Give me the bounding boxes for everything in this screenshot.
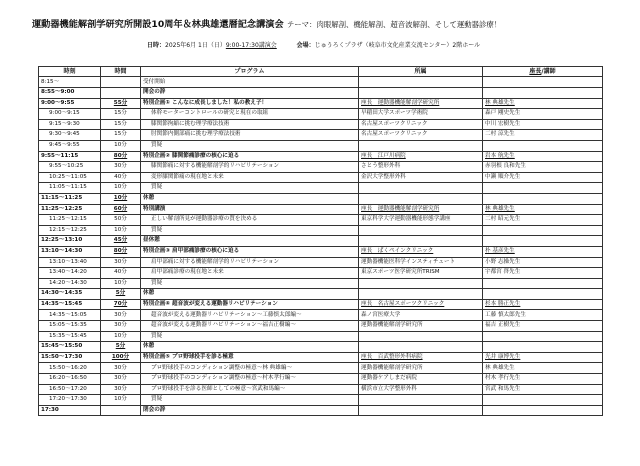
row-minutes: 30分 [101,162,141,173]
row-affiliation: 運動器機能医科学インスティチュート [359,257,483,268]
row-time: 13:10～13:40 [39,257,101,268]
row-minutes: 10分 [101,193,141,204]
row-time: 9:30～9:45 [39,130,101,141]
row-program: 休憩 [141,342,359,353]
row-affiliation: 名古屋スポーツクリニック [359,130,483,141]
row-affiliation [359,225,483,236]
row-program: 休憩 [141,193,359,204]
row-speaker [483,395,603,406]
col-minutes: 時間 [101,67,141,77]
col-affiliation: 所属 [359,67,483,77]
row-time: 13:10～14:30 [39,246,101,257]
row-time: 9:45～9:55 [39,140,101,151]
table-row [39,321,603,332]
row-minutes: 30分 [101,310,141,321]
table-row [39,374,603,385]
row-time: 10:25～11:05 [39,172,101,183]
row-affiliation: 座長 運動器機能解剖学研究所 [359,98,483,109]
row-program: 特別企画③ 肩甲部痛診療の核心に迫る [141,246,359,257]
schedule-body [39,77,603,416]
row-speaker: 中瀬 順介先生 [483,172,603,183]
row-program: プロ野球投手を診る医師としての極意～宮武和馬編～ [141,384,359,395]
row-program: 質疑 [141,395,359,406]
row-affiliation: 座長 百武整形外科病院 [359,352,483,363]
table-row [39,77,603,88]
table-row [39,162,603,173]
venue-value: じゅうろくプラザ（岐阜市文化産業交流センター）2階ホール [314,42,481,49]
row-program: 昼休憩 [141,236,359,247]
table-row [39,268,603,279]
row-affiliation: 横浜市立大学整形外科 [359,384,483,395]
row-minutes: 15分 [101,109,141,120]
row-program: 肘関節内側部痛に挑む理学療法技術 [141,130,359,141]
row-minutes: 30分 [101,257,141,268]
row-speaker [483,342,603,353]
row-affiliation: 東京スポーツ医学研究所TRISM [359,268,483,279]
table-row [39,384,603,395]
col-slash: / [541,68,544,75]
table-row [39,246,603,257]
col-chair: 座長 [529,68,542,75]
row-speaker [483,225,603,236]
row-minutes: 70分 [101,299,141,310]
row-time: 15:45～15:50 [39,342,101,353]
row-minutes: 30分 [101,374,141,385]
row-time: 12:25～13:10 [39,236,101,247]
row-program: 超音波が変える運動器リハビリテーション～福吉正樹編～ [141,321,359,332]
table-row [39,395,603,406]
row-speaker: 二村 昭元先生 [483,215,603,226]
row-speaker [483,236,603,247]
row-time: 15:35～15:45 [39,331,101,342]
table-row [39,193,603,204]
row-program: 体幹モーターコントロールの研究と現在の取組 [141,109,359,120]
row-minutes: 80分 [101,246,141,257]
row-program: 質疑 [141,331,359,342]
row-affiliation: 名古屋スポーツクリニック [359,119,483,130]
row-minutes [101,88,141,99]
col-program: プログラム [141,67,359,77]
table-row [39,151,603,162]
row-program: 肩甲部痛に対する機能解剖学的リハビリテーション [141,257,359,268]
row-time: 11:15～11:25 [39,193,101,204]
row-time: 16:50～17:20 [39,384,101,395]
row-program: 受付開始 [141,77,359,88]
row-speaker [483,88,603,99]
row-time: 11:05～11:15 [39,183,101,194]
table-row [39,183,603,194]
row-time: 9:00～9:15 [39,109,101,120]
row-time: 14:20～14:30 [39,278,101,289]
row-program: 質疑 [141,278,359,289]
row-program: 閉会の辞 [141,405,359,416]
row-affiliation: 座長 運動器機能解剖学研究所 [359,204,483,215]
table-row [39,109,603,120]
row-speaker [483,331,603,342]
row-time: 15:50～16:20 [39,363,101,374]
row-affiliation [359,193,483,204]
row-minutes: 80分 [101,151,141,162]
row-speaker: 光井 康博先生 [483,352,603,363]
row-speaker [483,193,603,204]
row-time: 8:55～9:00 [39,88,101,99]
row-affiliation [359,183,483,194]
table-row [39,352,603,363]
row-program: 変形膝関節痛の現在地と未来 [141,172,359,183]
row-affiliation [359,405,483,416]
row-time: 15:05～15:35 [39,321,101,332]
row-speaker: 宮武 和馬先生 [483,384,603,395]
row-speaker: 林 典雄先生 [483,98,603,109]
row-speaker [483,278,603,289]
row-minutes: 30分 [101,363,141,374]
row-minutes: 10分 [101,140,141,151]
row-time: 15:50～17:30 [39,352,101,363]
table-row [39,98,603,109]
row-minutes: 10分 [101,225,141,236]
row-minutes: 10分 [101,183,141,194]
row-minutes: 60分 [101,204,141,215]
row-speaker: 岩本 航先生 [483,151,603,162]
row-speaker [483,289,603,300]
row-speaker [483,77,603,88]
row-program: 特別企画① こんなに成長しました！私の教え子！ [141,98,359,109]
row-speaker: 宇都宮 啓先生 [483,268,603,279]
row-affiliation: 森ノ宮医療大学 [359,310,483,321]
table-row [39,363,603,374]
row-speaker: 福吉 正樹先生 [483,321,603,332]
row-time: 11:25～12:15 [39,215,101,226]
row-time: 14:35～15:45 [39,299,101,310]
row-affiliation: 金沢大学整形外科 [359,172,483,183]
row-affiliation [359,395,483,406]
table-row [39,88,603,99]
row-minutes: 40分 [101,172,141,183]
row-affiliation [359,278,483,289]
table-row [39,130,603,141]
row-program: プロ野球投手のコンディション調整の極意～村木孝行編～ [141,374,359,385]
row-minutes: 10分 [101,278,141,289]
col-speaker [483,67,603,77]
row-affiliation: 座長 江戸川病院 [359,151,483,162]
row-program: 質疑 [141,183,359,194]
row-affiliation [359,331,483,342]
row-affiliation [359,77,483,88]
table-row [39,204,603,215]
row-minutes: 5分 [101,289,141,300]
row-minutes: 30分 [101,384,141,395]
row-time: 9:55～10:25 [39,162,101,173]
row-speaker: 朴 基彦先生 [483,246,603,257]
title-line [32,16,501,30]
row-affiliation: 座長 ぱくペインクリニック [359,246,483,257]
row-speaker [483,183,603,194]
table-row [39,310,603,321]
info-line [147,40,480,49]
row-minutes: 100分 [101,352,141,363]
row-affiliation: 運動器機能解剖学研究所 [359,321,483,332]
row-time: 8:15～ [39,77,101,88]
row-time: 13:40～14:20 [39,268,101,279]
table-row [39,215,603,226]
row-speaker: 中川 宏樹先生 [483,119,603,130]
row-time: 14:35～15:05 [39,310,101,321]
row-minutes: 10分 [101,331,141,342]
row-speaker: 林 典雄先生 [483,204,603,215]
table-row [39,257,603,268]
row-minutes: 45分 [101,236,141,247]
row-affiliation: 東京科学大学運動器機能形態学講座 [359,215,483,226]
row-minutes [101,405,141,416]
col-lecturer: 講師 [543,68,556,75]
row-program: 特別講演 [141,204,359,215]
row-speaker: 村木 孝行先生 [483,374,603,385]
table-row [39,342,603,353]
table-row [39,331,603,342]
row-program: 特別企画② 膝関節痛診療の核心に迫る [141,151,359,162]
row-minutes: 10分 [101,395,141,406]
row-time: 9:15～9:30 [39,119,101,130]
row-minutes: 55分 [101,98,141,109]
row-program: 特別企画⑤ プロ野球投手を診る極意 [141,352,359,363]
table-row [39,299,603,310]
row-minutes: 5分 [101,342,141,353]
row-affiliation [359,88,483,99]
row-time: 14:30～14:35 [39,289,101,300]
table-row [39,140,603,151]
row-minutes: 15分 [101,119,141,130]
date-value: 2025年6月 1日（日） [165,42,226,49]
row-program: 膝関節痛に対する機能解剖学的リハビリテーション [141,162,359,173]
table-row [39,289,603,300]
row-program: 質疑 [141,225,359,236]
row-program: 開会の辞 [141,88,359,99]
table-row [39,225,603,236]
row-program: 超音波が変える運動器リハビリテーション～工藤慎太郎編～ [141,310,359,321]
row-affiliation [359,342,483,353]
table-row [39,278,603,289]
event-theme: テーマ：肉眼解剖、機能解剖、超音波解剖、そして運動器診療！ [286,20,502,29]
row-time: 12:15～12:25 [39,225,101,236]
date-label: 日時： [147,42,166,49]
row-program: 休憩 [141,289,359,300]
row-time: 17:30 [39,405,101,416]
row-program: 肩甲部痛診療の現在地と未来 [141,268,359,279]
table-row [39,172,603,183]
table-row [39,119,603,130]
row-time: 9:55～11:15 [39,151,101,162]
row-speaker: 林 典雄先生 [483,363,603,374]
col-time: 時刻 [39,67,101,77]
row-affiliation: 早稲田大学スポーツ学術院 [359,109,483,120]
row-affiliation [359,289,483,300]
row-affiliation: 座長 名古屋スポーツクリニック [359,299,483,310]
schedule-table [38,66,603,416]
table-header-row [39,67,603,77]
venue-label: 会場： [296,42,315,49]
document-header [0,0,640,66]
row-minutes: 15分 [101,130,141,141]
row-minutes: 30分 [101,321,141,332]
row-time: 16:20～16:50 [39,374,101,385]
event-title: 運動器機能解剖学研究所開設10周年＆林典雄還暦記念講演会 [32,19,284,30]
row-affiliation: さとう整形外科 [359,162,483,173]
row-program: 質疑 [141,140,359,151]
row-minutes: 50分 [101,215,141,226]
row-time: 17:20～17:30 [39,395,101,406]
row-affiliation [359,236,483,247]
time-value: 9:00-17:30講演会 [225,42,277,49]
row-program: 膝関節拘縮に挑む理学療法技術 [141,119,359,130]
row-time: 9:00～9:55 [39,98,101,109]
row-affiliation: 運動器機能解剖学研究所 [359,363,483,374]
row-speaker [483,405,603,416]
table-row [39,236,603,247]
row-speaker [483,140,603,151]
row-minutes: 40分 [101,268,141,279]
row-speaker: 工藤 慎太郎先生 [483,310,603,321]
row-speaker: 二村 涼先生 [483,130,603,141]
row-speaker: 杉本 勝正先生 [483,299,603,310]
row-program: プロ野球投手のコンディション調整の極意～林 典雄編～ [141,363,359,374]
row-speaker: 森戸 剛史先生 [483,109,603,120]
row-affiliation [359,140,483,151]
row-affiliation: 運動器ケアしまだ病院 [359,374,483,385]
row-minutes [101,77,141,88]
row-time: 11:25～12:25 [39,204,101,215]
row-speaker: 赤羽根 良和先生 [483,162,603,173]
row-program: 正しい解剖所見が運動器診療の質を決める [141,215,359,226]
table-row [39,405,603,416]
row-speaker: 小野 志操先生 [483,257,603,268]
row-program: 特別企画④ 超音波が変える運動器リハビリテーション [141,299,359,310]
